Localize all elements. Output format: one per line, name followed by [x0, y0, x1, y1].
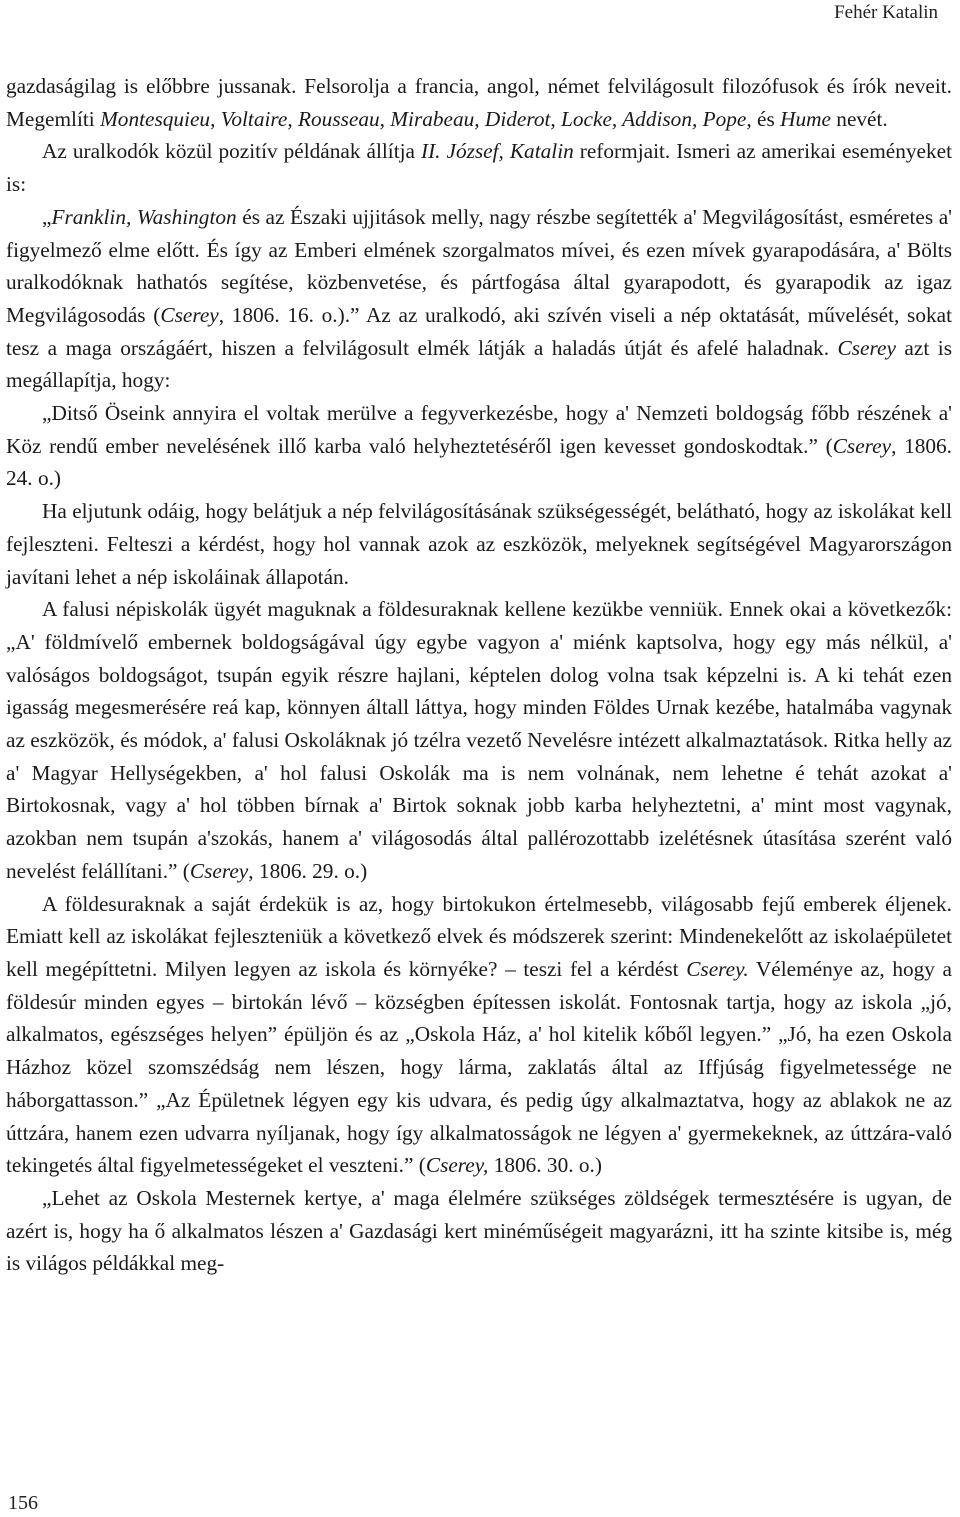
monarch-names: II. József, Katalin	[420, 139, 574, 164]
author-name: Hume	[780, 106, 831, 131]
paragraph-5: Ha eljutunk odáig, hogy belátjuk a nép felvilágosításának szükségességét, belátható, hogy az iskolákat kell fejleszteni. Felteszi a kérdést, hogy hol vannak azok az eszközök, melyeknek segítségével Magyarországon javítani lehet a nép iskoláinak állapotán.	[6, 499, 952, 589]
paragraph-8: „Lehet az Oskola Mesternek kertye, a' maga élelmére szükséges zöldségek termesztésére is ugyan, de azért is, hogy ha ő alkalmatos lészen a' Gazdasági kert minéműségeit magyarázni, itt ha szinte kitsibe is, még is világos példákkal meg-	[6, 1185, 952, 1276]
paragraph-6	[6, 593, 952, 887]
text-run: Az uralkodók közül pozitív példának állítja	[42, 139, 421, 164]
quote-paragraph-1	[6, 201, 952, 397]
paragraph-1	[6, 70, 952, 135]
text-run: azt is megállapítja, hogy:	[6, 335, 952, 393]
quote-paragraph-2	[6, 397, 952, 495]
text-run: A falusi népiskolák ügyét maguknak a földesuraknak kellene kezükbe venniük. Ennek okai a következők: „A' földmívelő embernek boldogságával úgy egybe vagyon a' miénk kaptsolva, hogy egy más nélkül, a' valóságos boldogságot, tsupán egyik részre hajlani, képtelen dolog volna tsak képzelni is. A ki tehát ezen igasság megesmerésére reá kap, könnyen általl láttya, hogy minden Földes Urnak kezébe, hatalmába vagynak az eszközök, és módok, a' falusi Oskoláknak jó tzélra vezető Nevelésre intézett alkalmaztatások. Ritka helly az a' Magyar Hellységekben, a' hol falusi Oskolák ma is nem volnának, nem lehetne é tehát azokat a' Birtokosnak, vagy a' hol többen bírnak a' Birtok soknak jobb karba helyheztetni, a' mint most vagynak, azokban nem tsupán a'szokás, hanem a' világosodás által pallérozottabb izelétésnek útasítása szerént való nevelést felállítani.” (	[6, 597, 952, 883]
text-run: Véleménye az, hogy a földesúr minden egyes – birtokán lévő – községben építessen iskolát. Fontosnak tartja, hogy az iskola „jó, alkalmatos, egészséges helyen” épüljön és az „Oskola Ház, a' hol kitelik kőből legyen.” „Jó, ha ezen Oskola Házhoz közel szomszédság nem lészen, hogy lárma, zaklatás által az Iffjúság figyelmetessége ne háborgattasson.” „Az Épületnek légyen egy kis udvara, és pedig úgy alkalmaztatva, hogy az ablakok ne az úttzára, hanem ezen udvarra nyíljanak, hogy így alkalmatosságok ne légyen a' gyermekeknek, az úttzára-való tekingetés által figyelmetességeket el veszteni.” (	[6, 956, 952, 1178]
text-run: , 1806. 16. o.).” Az az uralkodó, aki szívén viseli a nép oktatását, művelését, sokat tesz a maga országáért, hiszen a felvilágosult elmék látják a haladás útját és afelé haladnak.	[6, 302, 952, 360]
page-number: 156	[8, 1492, 38, 1514]
page-body	[6, 70, 952, 1280]
text-run: reformjait. Ismeri az amerikai eseményeket is:	[6, 139, 952, 197]
text-run: 1806. 30. o.)	[488, 1153, 602, 1178]
citation-author: Cserey	[832, 433, 892, 458]
author-names: Montesquieu, Voltaire, Rousseau, Mirabeau, Diderot, Locke, Addison, Pope,	[100, 106, 752, 131]
paragraph-2	[6, 135, 952, 200]
text-run: és az Északi ujjitások melly, nagy részbe segítették a' Megvilágosítást, esméretes a' figyelmező elme előtt. És így az Emberi elmének szorgalmatos mívei, és ezen mívek gyarapodására, a' Bölts uralkodóknak hathatós segítése, közbenvetése, és pártfogása által gyarapodott, és gyarapodik az igaz Megvilágosodás (	[6, 204, 952, 327]
text-run: „	[42, 204, 52, 229]
citation-author: Cserey.	[686, 956, 749, 981]
person-names: Franklin, Washington	[51, 204, 237, 229]
text-run: , 1806. 29. o.)	[248, 858, 368, 883]
text-run: „Ditső Öseink annyira el voltak merülve a fegyverkezésbe, hogy a' Nemzeti boldogság főbb részének a' Köz rendű ember nevelésének illő karba való helyheztetéséről igen kevesset gondoskodtak.” (	[6, 401, 952, 458]
text-run: gazdaságilag is előbbre jussanak. Felsorolja a francia, angol, német felvilágosult filozófusok és írók neveit. Megemlíti	[6, 74, 952, 131]
citation-author: Cserey,	[425, 1153, 489, 1178]
text-run: A földesuraknak a saját érdekük is az, hogy birtokukon értelmesebb, világosabb fejű emberek éljenek. Emiatt kell az iskolákat fejleszteniük a következő elvek és módszerek szerint: Mindenekelőtt az iskolaépületet kell megépíttetni. Milyen legyen az iskola és környéke? – teszi fel a kérdést	[6, 891, 952, 981]
citation-author: Cserey	[160, 302, 219, 327]
running-header: Fehér Katalin	[834, 2, 938, 23]
text-run: nevét.	[830, 106, 888, 131]
citation-author: Cserey	[189, 858, 249, 883]
text-run: és	[751, 106, 781, 131]
text-run: , 1806. 24. o.)	[6, 433, 952, 491]
paragraph-7	[6, 888, 952, 1182]
citation-author: Cserey	[837, 335, 896, 360]
